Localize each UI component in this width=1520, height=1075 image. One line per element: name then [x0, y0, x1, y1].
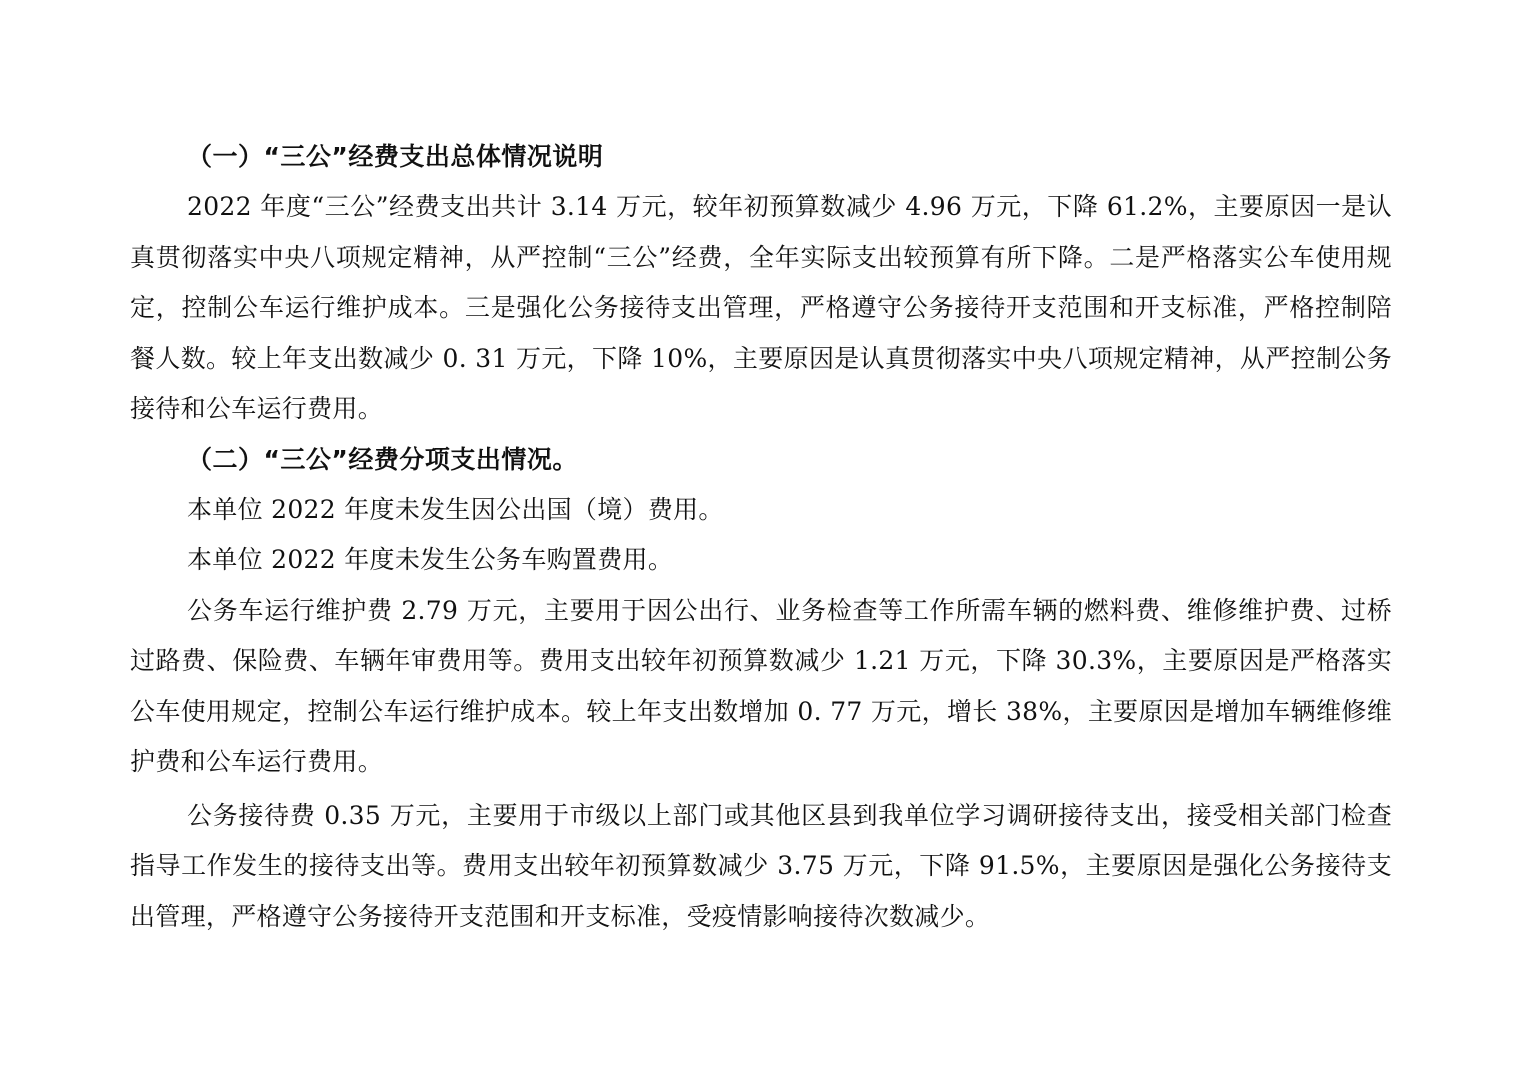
paragraph-vehicle-operation: 公务车运行维护费 2.79 万元，主要用于因公出行、业务检查等工作所需车辆的燃料费、维修维护费、过桥过路费、保险费、车辆年审费用等。费用支出较年初预算数减少 1.21 万元，下降 30.3%，主要原因是严格落实公车使用规定，控制公车运行维护成本。较上年支出数增加 0. 77 万元，增长 38%，主要原因是增加车辆维修维护费和公车运行费用。 — [130, 595, 1392, 776]
document-page — [130, 132, 1392, 942]
paragraph-official-reception: 公务接待费 0.35 万元，主要用于市级以上部门或其他区县到我单位学习调研接待支出，接受相关部门检查指导工作发生的接待支出等。费用支出较年初预算数减少 3.75 万元，下降 91.5%，主要原因是强化公务接待支出管理，严格遵守公务接待开支范围和开支标准，受疫情影响接待次数减少。 — [130, 800, 1392, 931]
paragraph-overall-summary: 2022 年度“三公”经费支出共计 3.14 万元，较年初预算数减少 4.96 万元，下降 61.2%，主要原因一是认真贯彻落实中央八项规定精神，从严控制“三公”经费，全年实际支出较预算有所下降。二是严格落实公车使用规定，控制公车运行维护成本。三是强化公务接待支出管理，严格遵守公务接待开支范围和开支标准，严格控制陪餐人数。较上年支出数减少 0. 31 万元，下降 10%，主要原因是认真贯彻落实中央八项规定精神，从严控制公务接待和公车运行费用。 — [130, 192, 1392, 423]
section-heading-overall: （一）“三公”经费支出总体情况说明 — [187, 142, 604, 171]
paragraph-vehicle-purchase: 本单位 2022 年度未发生公务车购置费用。 — [187, 545, 674, 574]
section-heading-itemized: （二）“三公”经费分项支出情况。 — [187, 444, 578, 474]
paragraph-overseas-travel: 本单位 2022 年度未发生因公出国（境）费用。 — [187, 494, 724, 524]
